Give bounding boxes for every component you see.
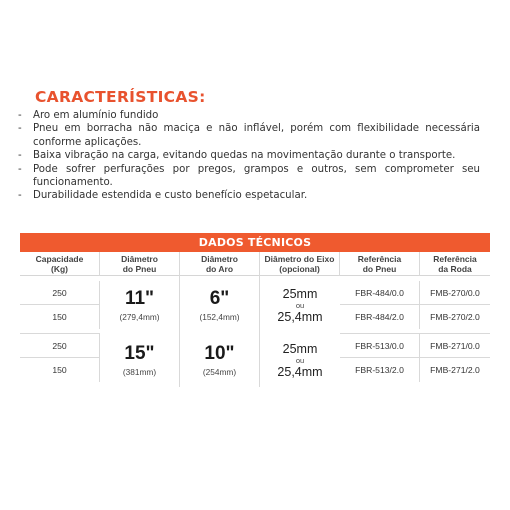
header-line: do Aro <box>205 263 234 274</box>
table-cell-wheel-ref: FMB-270/2.0 <box>430 312 480 322</box>
feature-item <box>18 149 480 162</box>
spacer <box>340 382 420 387</box>
table-cell-capacity: 250 <box>20 281 100 305</box>
axle-value: 25,4mm <box>277 309 323 324</box>
header-line: do Pneu <box>362 263 397 274</box>
table-cell-capacity: 250 <box>20 334 100 358</box>
table-cell-tire-ref: FBR-484/0.0 <box>340 281 420 305</box>
feature-text: Durabilidade estendida e custo benefício espetacular. <box>33 190 308 202</box>
table-cell-tire-ref: FBR-513/2.0 <box>340 358 420 382</box>
feature-item <box>18 109 480 122</box>
bullet-dash: - <box>18 163 22 175</box>
header-axle-diameter <box>260 252 340 276</box>
tire-diameter-cell <box>100 334 180 387</box>
feature-item <box>18 122 480 149</box>
axle-value: 25mm <box>282 342 318 356</box>
axle-or: ou <box>295 300 305 310</box>
rim-diameter-cell <box>180 276 260 334</box>
axle-value: 25,4mm <box>277 365 323 379</box>
features-list <box>18 109 480 203</box>
header-capacity <box>20 252 100 276</box>
rim-size: 6" <box>209 287 230 309</box>
tire-diameter-cell <box>100 276 180 334</box>
bullet-dash: - <box>18 123 22 135</box>
bullet-dash: - <box>18 110 22 121</box>
header-rim-diameter <box>180 252 260 276</box>
rim-size-mm: (152,4mm) <box>199 311 240 322</box>
header-line: Capacidade <box>35 253 84 264</box>
table-cell-wheel-ref: FMB-270/0.0 <box>420 281 490 305</box>
tire-size: 11" <box>124 287 155 309</box>
tire-size-mm: (381mm) <box>122 367 157 377</box>
feature-text: Pode sofrer perfurações por pregos, grampos e outros, sem comprometer seu funcionamento. <box>33 163 480 189</box>
axle-diameter-cell <box>260 276 340 334</box>
rim-size-mm: (254mm) <box>202 367 237 377</box>
table-cell-tire-ref: FBR-484/2.0 <box>340 305 420 329</box>
table-grid <box>20 252 490 387</box>
bullet-dash: - <box>18 190 22 202</box>
axle-diameter-cell <box>260 334 340 387</box>
header-line: da Roda <box>438 263 472 274</box>
table-title: DADOS TÉCNICOS <box>20 233 490 252</box>
header-line: Referência <box>433 253 477 264</box>
table-cell-tire-ref: FBR-513/0.0 <box>340 334 420 358</box>
feature-item <box>18 189 480 202</box>
feature-item <box>18 163 480 190</box>
header-wheel-reference <box>420 252 490 276</box>
header-line: Diâmetro <box>201 253 238 264</box>
header-tire-diameter <box>100 252 180 276</box>
feature-text: Aro em alumínio fundido <box>33 110 159 121</box>
technical-data-table <box>20 233 490 387</box>
header-line: Diâmetro <box>121 253 158 264</box>
axle-value: 25mm <box>282 286 318 301</box>
header-line: Diâmetro do Eixo <box>264 253 335 264</box>
rim-diameter-cell <box>180 334 260 387</box>
axle-or: ou <box>295 356 305 365</box>
header-tire-reference <box>340 252 420 276</box>
feature-text: Baixa vibração na carga, evitando quedas na movimentação durante o transporte. <box>33 150 456 162</box>
header-line: Referência <box>357 253 402 264</box>
table-cell-capacity: 150 <box>20 358 100 382</box>
header-line: do Pneu <box>122 263 157 274</box>
table-cell-wheel-ref: FMB-271/2.0 <box>430 365 480 375</box>
feature-text: Pneu em borracha não maciça e não inflável, porém com flexibilidade necessária conforme aplicações. <box>33 123 480 148</box>
table-cell-capacity: 150 <box>20 305 100 329</box>
table-cell-wheel-ref: FMB-271/0.0 <box>420 334 490 358</box>
spacer <box>20 382 100 387</box>
header-line: (Kg) <box>51 263 68 274</box>
header-line: (opcional) <box>279 263 320 274</box>
rim-size: 10" <box>204 343 235 364</box>
bullet-dash: - <box>18 150 22 162</box>
tire-size: 15" <box>124 343 155 364</box>
tire-size-mm: (279,4mm) <box>119 311 160 322</box>
section-title: CARACTERÍSTICAS: <box>35 88 206 106</box>
